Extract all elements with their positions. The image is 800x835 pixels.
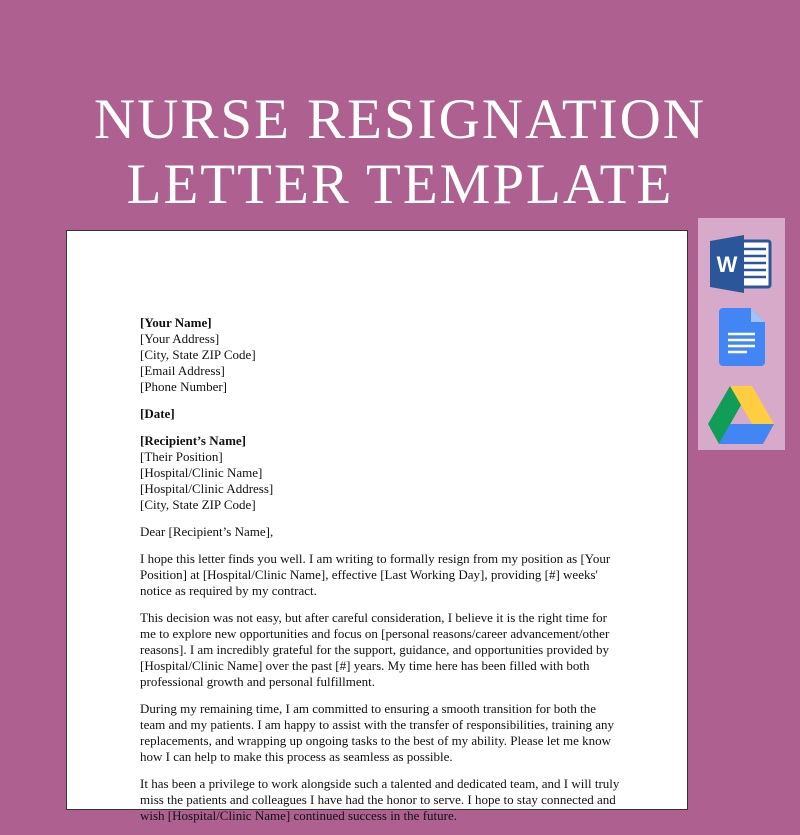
microsoft-word-icon (710, 235, 772, 293)
paragraph: I hope this letter finds you well. I am writing to formally resign from my position as [Your Position] at [Hospital/Clinic Name], effective [Last Working Day], providing [#] weeks' notice as required by my contract. (140, 551, 611, 598)
svg-text:W: W (716, 252, 738, 277)
letter-body (140, 315, 620, 835)
recipient-position: [Their Position] (140, 449, 223, 464)
sender-phone: [Phone Number] (140, 379, 228, 394)
format-icons-panel (698, 218, 785, 450)
recipient-address: [Hospital/Clinic Address] (140, 481, 274, 496)
paragraph: This decision was not easy, but after careful consideration, I believe it is the right time for me to explore new opportunities and focus on [personal reasons/career advancement/other reasons]. I am incredibly grateful for the support, guidance, and opportunities provided by [Hospital/Clinic Name] over the past [#] years. My time here has been filled with both professional growth and personal fulfillment. (140, 610, 610, 689)
salutation: Dear [Recipient’s Name], (140, 524, 274, 539)
sender-address: [Your Address] (140, 331, 220, 346)
sender-city: [City, State ZIP Code] (140, 347, 256, 362)
sender-name: [Your Name] (140, 315, 212, 330)
letter-page (66, 230, 688, 823)
recipient-name: [Recipient’s Name] (140, 433, 247, 448)
letter-date: [Date] (140, 406, 175, 421)
paragraph: During my remaining time, I am committed to ensuring a smooth transition for both the team and my patients. I am happy to assist with the transfer of responsibilities, training any replacements, and wrapping up ongoing tasks to the best of my ability. Please let me know how I can help to make this process as seamless as possible. (140, 701, 615, 764)
google-drive-icon (708, 386, 774, 444)
paragraph: It has been a privilege to work alongside such a talented and dedicated team, and I will truly miss the patients and colleagues I have had the honor to serve. I hope to stay connected and wish [Hospital/Clinic Name] continued success in the future. (140, 776, 620, 823)
sender-email: [Email Address] (140, 363, 225, 378)
title-line-1: NURSE RESIGNATION (94, 88, 706, 151)
recipient-hospital: [Hospital/Clinic Name] (140, 465, 263, 480)
recipient-city: [City, State ZIP Code] (140, 497, 256, 512)
google-docs-icon (719, 308, 765, 366)
title-line-2: LETTER TEMPLATE (126, 153, 674, 216)
